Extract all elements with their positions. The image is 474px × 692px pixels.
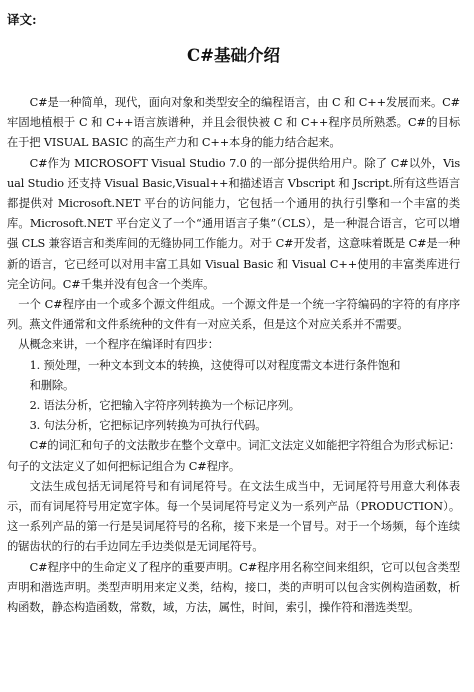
paragraph-source-files: 一个 C#程序由一个或多个源文件组成。一个源文件是一个统一字符编码的字符的有序序列。燕文件通常和文件系统种的文件有一对应关系，但是这个对应关系并不需要。 — [7, 298, 460, 332]
paragraph-compile-steps-intro: 从概念来讲，一个程序在编译时有四步： — [18, 338, 219, 352]
document-body — [7, 93, 460, 618]
paragraph-grammar: C#的词汇和句子的文法散步在整个文章中。词汇文法定义如能把字符组合为形式标记：句子的文法定义了如何把标记组合为 C#程序。 — [7, 439, 460, 473]
list-item-syntax: 3. 句法分析，它把标记序列转换为可执行代码。 — [29, 419, 267, 433]
paragraph-visual-studio: C#作为 MICROSOFT Visual Studio 7.0 的一部分提供给用户。除了 C#以外，Visual Studio 还支持 Visual Basic,Visual++和描述语言 Vbscript 和 Jscript.所有这些语言都提供对 Microsoft.NET 平台的访问能力，它包括一个通用的执行引擎和一个丰富的类库。Microsoft.NET 平台定义了一个“通用语言子集”（CLS），是一种混合语言，它可以增强 CLS 兼容语言和类库间的无缝协同工作能力。对于 C#开发者，这意味着既是 C#是一种新的语言，它已经可以对用丰富工具如 Visual Basic 和 Visual C++使用的丰富类库进行完全访问。C#千集并没有包含一个类库。 — [7, 156, 460, 291]
list-item-preprocess: 1. 预处理，一种文本到文本的转换，这使得可以对程度需文本进行条件饱和 — [29, 358, 401, 372]
list-item-preprocess-cont: 和删除。 — [29, 378, 75, 392]
page-title: C#基础介绍 — [187, 46, 280, 65]
list-item-lexical: 2. 语法分析，它把输入字符序列转换为一个标记序列。 — [29, 399, 300, 413]
paragraph-intro: C#是一种简单，现代，面向对象和类型安全的编程语言，由 C 和 C++发展而来。C#牢固地植根于 C 和 C++语言族谱种，并且会很快被 C 和 C++程序员所熟悉。C#的目标在于把 VISUAL BASIC 的高生产力和 C++本身的能力结合起来。 — [7, 96, 460, 150]
translation-label: 译文: — [7, 12, 37, 27]
paragraph-productions: 文法生成包括无词尾符号和有词尾符号。在文法生成当中，无词尾符号用意大利体表示，而有词尾符号用定宽字体。每一个吴词尾符号定义为一系列产品（PRODUCTION）。这一系列产品的第一行是吴词尾符号的名称，接下来是一个冒号。对于一个场频，每个连续的锯齿状的行的右手边同左手边类似是无词尾符号。 — [7, 479, 460, 554]
paragraph-declarations: C#程序中的生命定义了程序的重要声明。C#程序用名称空间来组织，它可以包含类型声明和潜选声明。类型声明用来定义类，结构，接口，类的声明可以包含实例构造函数，析构函数，静态构造函数，常数，域，方法，属性，时间，索引，操作符和潜选类型。 — [7, 560, 460, 615]
